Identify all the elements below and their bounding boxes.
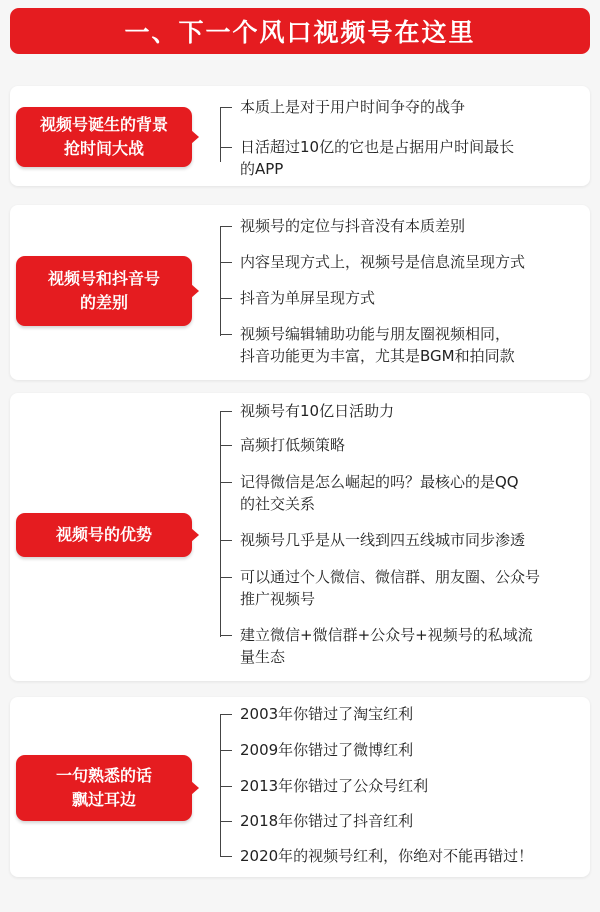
list-item — [240, 703, 585, 725]
bracket-tick — [220, 334, 232, 335]
list-item — [240, 323, 585, 367]
list-item — [240, 400, 585, 422]
bracket-line — [220, 714, 221, 856]
list-item — [240, 845, 585, 867]
section-tag-reminder — [16, 755, 192, 821]
tag-line: 的差别 — [79, 293, 128, 312]
tag-line: 一句熟悉的话 — [55, 766, 152, 785]
bracket-tick — [220, 821, 232, 822]
item-line: 视频号的定位与抖音没有本质差别 — [240, 217, 466, 235]
list-item — [240, 251, 585, 273]
item-line: 的APP — [240, 160, 284, 178]
item-line: 2020年的视频号红利，你绝对不能再错过！ — [240, 847, 534, 865]
list-item — [240, 136, 585, 180]
section-tag-difference — [16, 256, 192, 326]
item-line: 2018年你错过了抖音红利 — [240, 812, 414, 830]
item-line: 可以通过个人微信、微信群、朋友圈、公众号 — [240, 568, 541, 586]
list-item — [240, 775, 585, 797]
item-line: 视频号几乎是从一线到四五线城市同步渗透 — [240, 531, 526, 549]
tag-line: 视频号诞生的背景 — [39, 115, 168, 134]
list-item — [240, 471, 585, 515]
list-item — [240, 96, 585, 118]
item-line: 日活超过10亿的它也是占据用户时间最长 — [240, 138, 515, 156]
item-line: 抖音功能更为丰富，尤其是BGM和拍同款 — [240, 347, 515, 365]
item-line: 视频号编辑辅助功能与朋友圈视频相同， — [240, 325, 511, 343]
bracket-line — [220, 226, 221, 336]
list-item — [240, 287, 585, 309]
item-line: 2003年你错过了淘宝红利 — [240, 705, 414, 723]
item-line: 抖音为单屏呈现方式 — [240, 289, 376, 307]
tag-line: 飘过耳边 — [71, 790, 136, 809]
item-line: 量生态 — [240, 648, 286, 666]
bracket-tick — [220, 482, 232, 483]
bracket-tick — [220, 635, 232, 636]
list-item — [240, 566, 585, 610]
bracket-tick — [220, 577, 232, 578]
bracket-tick — [220, 411, 232, 412]
bracket-tick — [220, 540, 232, 541]
bracket-tick — [220, 786, 232, 787]
item-line: 建立微信+微信群+公众号+视频号的私域流 — [240, 626, 533, 644]
list-item — [240, 215, 585, 237]
item-line: 2013年你错过了公众号红利 — [240, 777, 429, 795]
item-line: 视频号有10亿日活助力 — [240, 402, 395, 420]
bracket-line — [220, 107, 221, 162]
item-line: 推广视频号 — [240, 590, 316, 608]
list-item — [240, 624, 585, 668]
bracket-tick — [220, 750, 232, 751]
item-line: 的社交关系 — [240, 495, 316, 513]
bracket-tick — [220, 298, 232, 299]
item-line: 内容呈现方式上，视频号是信息流呈现方式 — [240, 253, 526, 271]
bracket-tick — [220, 856, 232, 857]
list-item — [240, 529, 585, 551]
bracket-tick — [220, 147, 232, 148]
item-line: 高频打低频策略 — [240, 436, 346, 454]
item-line: 本质上是对于用户时间争夺的战争 — [240, 98, 466, 116]
tag-line: 视频号和抖音号 — [47, 269, 160, 288]
bracket-tick — [220, 262, 232, 263]
bracket-tick — [220, 107, 232, 108]
tag-line: 抢时间大战 — [63, 139, 144, 158]
list-item — [240, 810, 585, 832]
bracket-tick — [220, 445, 232, 446]
bracket-tick — [220, 714, 232, 715]
list-item — [240, 739, 585, 761]
bracket-tick — [220, 226, 232, 227]
page-title: 一、下一个风口视频号在这里 — [10, 8, 590, 54]
tag-line: 视频号的优势 — [55, 525, 152, 544]
item-line: 2009年你错过了微博红利 — [240, 741, 414, 759]
item-line: 记得微信是怎么崛起的吗？最核心的是QQ — [240, 473, 519, 491]
section-tag-advantage — [16, 513, 192, 557]
list-item — [240, 434, 585, 456]
section-tag-background — [16, 107, 192, 167]
